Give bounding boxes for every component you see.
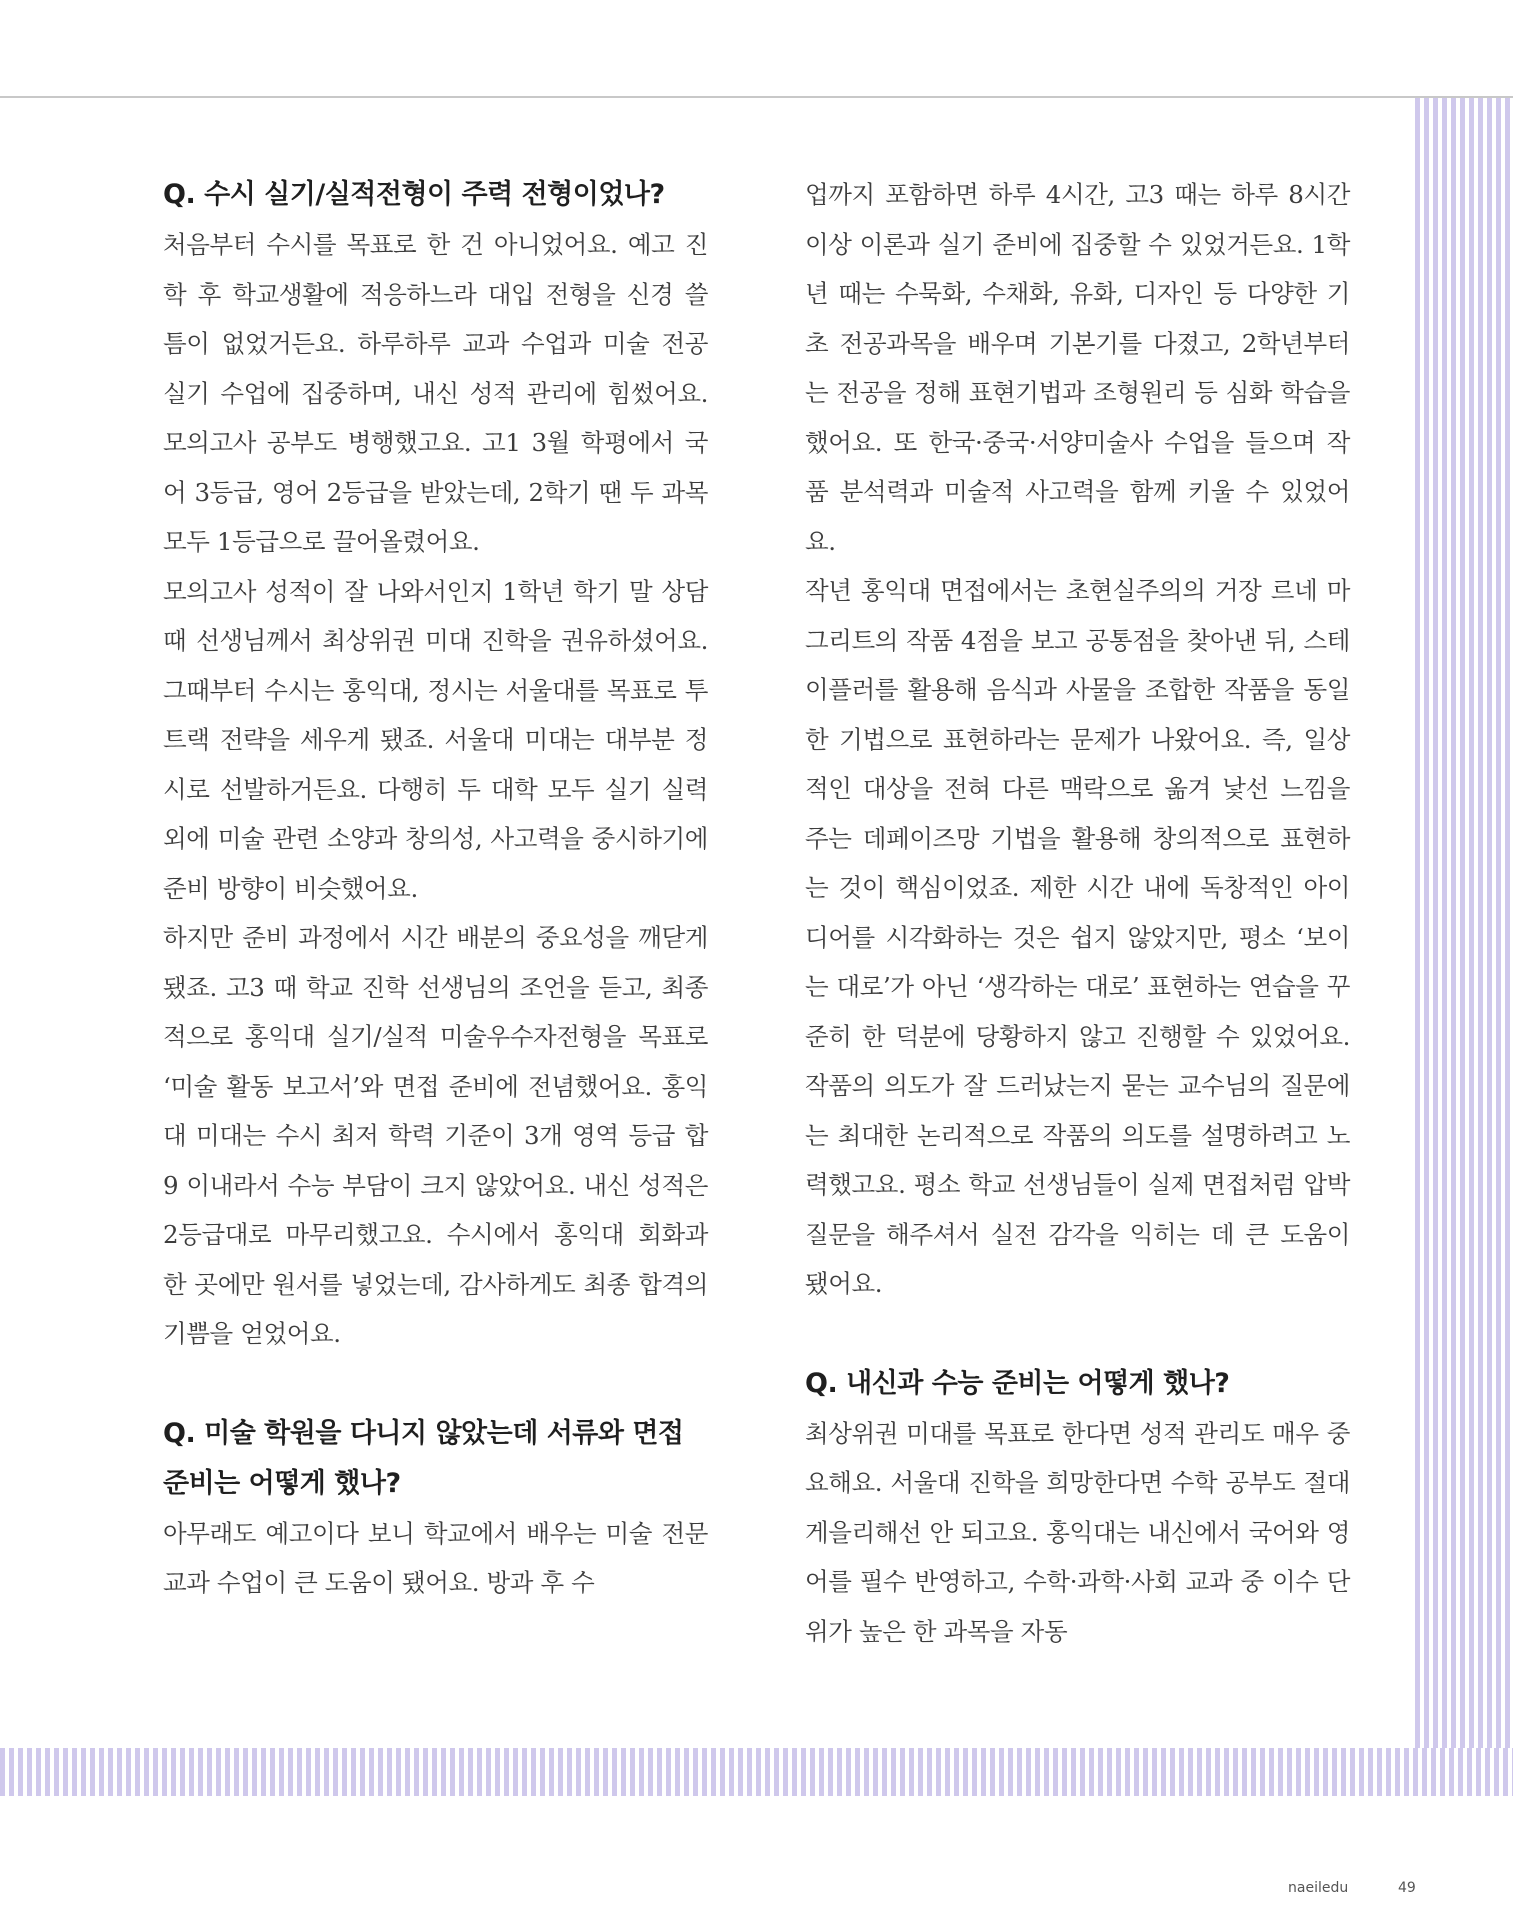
question-heading: Q. 내신과 수능 준비는 어떻게 했나? bbox=[805, 1367, 1230, 1399]
page-number: 49 bbox=[1398, 1880, 1416, 1896]
decorative-stripes-bottom bbox=[0, 1748, 1513, 1796]
right-column bbox=[805, 170, 1350, 1656]
paragraph: 하지만 준비 과정에서 시간 배분의 중요성을 깨닫게 됐죠. 고3 때 학교 진학 선생님의 조언을 듣고, 최종적으로 홍익대 실기/실적 미술우수자전형을 목표로 ‘미술 활동 보고서’와 면접 준비에 전념했어요. 홍익대 미대는 수시 최저 학력 기준이 3개 영역 등급 합 9 이내라서 수능 부담이 크지 않았어요. 내신 성적은 2등급대로 마무리했고요. 수시에서 홍익대 회화과 한 곳에만 원서를 넣었는데, 감사하게도 최종 합격의 기쁨을 얻었어요. bbox=[163, 923, 708, 1348]
paragraph: 모의고사 성적이 잘 나와서인지 1학년 학기 말 상담 때 선생님께서 최상위권 미대 진학을 권유하셨어요. 그때부터 수시는 홍익대, 정시는 서울대를 목표로 투 트랙 전략을 세우게 됐죠. 서울대 미대는 대부분 정시로 선발하거든요. 다행히 두 대학 모두 실기 실력 외에 미술 관련 소양과 창의성, 사고력을 중시하기에 준비 방향이 비슷했어요. bbox=[163, 576, 708, 903]
decorative-stripes-right bbox=[1415, 96, 1513, 1796]
paragraph: 아무래도 예고이다 보니 학교에서 배우는 미술 전문 교과 수업이 큰 도움이 됐어요. 방과 후 수 bbox=[163, 1518, 708, 1597]
top-rule bbox=[0, 96, 1513, 98]
question-heading: Q. 미술 학원을 다니지 않았는데 서류와 면접 준비는 어떻게 했나? bbox=[163, 1417, 684, 1499]
paragraph: 작년 홍익대 면접에서는 초현실주의의 거장 르네 마그리트의 작품 4점을 보고 공통점을 찾아낸 뒤, 스테이플러를 활용해 음식과 사물을 조합한 작품을 동일한 기법으로 표현하라는 문제가 나왔어요. 즉, 일상적인 대상을 전혀 다른 맥락으로 옮겨 낯선 느낌을 주는 데페이즈망 기법을 활용해 창의적으로 표현하는 것이 핵심이었죠. 제한 시간 내에 독창적인 아이디어를 시각화하는 것은 쉽지 않았지만, 평소 ‘보이는 대로’가 아닌 ‘생각하는 대로’ 표현하는 연습을 꾸준히 한 덕분에 당황하지 않고 진행할 수 있었어요. 작품의 의도가 잘 드러났는지 묻는 교수님의 질문에는 최대한 논리적으로 작품의 의도를 설명하려고 노력했고요. 평소 학교 선생님들이 실제 면접처럼 압박 질문을 해주셔서 실전 감각을 익히는 데 큰 도움이 됐어요. bbox=[805, 576, 1350, 1298]
left-column bbox=[163, 170, 708, 1608]
footer-brand: naeiledu bbox=[1288, 1880, 1349, 1896]
spacer bbox=[163, 1359, 708, 1409]
question-heading: Q. 수시 실기/실적전형이 주력 전형이었나? bbox=[163, 179, 665, 210]
paragraph: 최상위권 미대를 목표로 한다면 성적 관리도 매우 중요해요. 서울대 진학을 희망한다면 수학 공부도 절대 게을리해선 안 되고요. 홍익대는 내신에서 국어와 영어를 필수 반영하고, 수학·과학·사회 교과 중 이수 단위가 높은 한 과목을 자동 bbox=[805, 1418, 1350, 1646]
paragraph: 업까지 포함하면 하루 4시간, 고3 때는 하루 8시간 이상 이론과 실기 준비에 집중할 수 있었거든요. 1학년 때는 수묵화, 수채화, 유화, 디자인 등 다양한 기초 전공과목을 배우며 기본기를 다졌고, 2학년부터는 전공을 정해 표현기법과 조형원리 등 심화 학습을 했어요. 또 한국·중국·서양미술사 수업을 들으며 작품 분석력과 미술적 사고력을 함께 키울 수 있었어요. bbox=[805, 180, 1350, 556]
paragraph: 처음부터 수시를 목표로 한 건 아니었어요. 예고 진학 후 학교생활에 적응하느라 대입 전형을 신경 쓸 틈이 없었거든요. 하루하루 교과 수업과 미술 전공 실기 수업에 집중하며, 내신 성적 관리에 힘썼어요. 모의고사 공부도 병행했고요. 고1 3월 학평에서 국어 3등급, 영어 2등급을 받았는데, 2학기 땐 두 과목 모두 1등급으로 끌어올렸어요. bbox=[163, 230, 708, 556]
spacer bbox=[805, 1309, 1350, 1359]
